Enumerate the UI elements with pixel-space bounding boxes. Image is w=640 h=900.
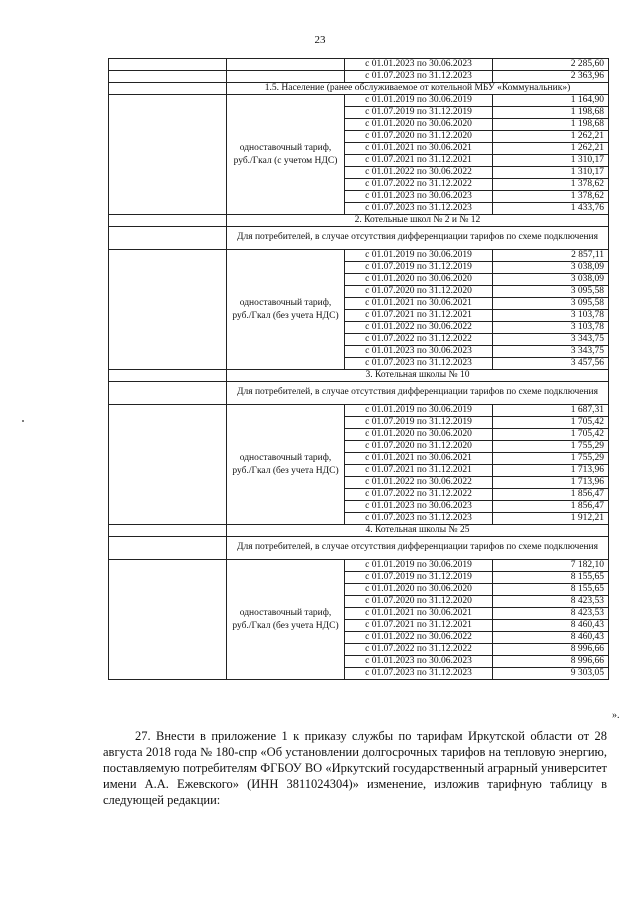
period-cell: с 01.01.2021 по 30.06.2021 (345, 453, 493, 465)
value-cell: 3 103,78 (493, 322, 609, 334)
value-cell: 3 343,75 (493, 346, 609, 358)
period-cell: с 01.07.2022 по 31.12.2022 (345, 179, 493, 191)
section-heading-row (109, 83, 609, 95)
period-cell: с 01.01.2023 по 30.06.2023 (345, 501, 493, 513)
section-subheading-row (109, 382, 609, 405)
blank-cell (109, 83, 227, 95)
blank-cell (109, 405, 227, 525)
tariff-type-label: одноставочный тариф, руб./Гкал (без учета НДС) (227, 250, 345, 370)
section-subheading-row (109, 227, 609, 250)
value-cell: 1 705,42 (493, 429, 609, 441)
period-cell: с 01.07.2023 по 31.12.2023 (345, 358, 493, 370)
value-cell: 8 996,66 (493, 656, 609, 668)
period-cell: с 01.07.2022 по 31.12.2022 (345, 489, 493, 501)
value-cell: 1 713,96 (493, 465, 609, 477)
period-cell: с 01.01.2021 по 30.06.2021 (345, 608, 493, 620)
table-row (109, 71, 609, 83)
period-cell: с 01.07.2023 по 31.12.2023 (345, 513, 493, 525)
section-heading: 3. Котельная школы № 10 (227, 370, 609, 382)
period-cell: с 01.01.2022 по 30.06.2022 (345, 322, 493, 334)
value-cell: 1 262,21 (493, 131, 609, 143)
table-row (109, 405, 609, 417)
period-cell: с 01.07.2020 по 31.12.2020 (345, 286, 493, 298)
page-number: 23 (314, 34, 326, 46)
period-cell: с 01.07.2019 по 31.12.2019 (345, 417, 493, 429)
period-cell: с 01.07.2020 по 31.12.2020 (345, 596, 493, 608)
tariff-type-label: одноставочный тариф, руб./Гкал (без учета НДС) (227, 405, 345, 525)
blank-cell (227, 71, 345, 83)
value-cell: 1 755,29 (493, 441, 609, 453)
value-cell: 2 363,96 (493, 71, 609, 83)
value-cell: 1 713,96 (493, 477, 609, 489)
blank-cell (109, 95, 227, 215)
blank-cell (109, 537, 227, 560)
blank-cell (109, 370, 227, 382)
period-cell: с 01.01.2019 по 30.06.2019 (345, 405, 493, 417)
value-cell: 3 095,58 (493, 298, 609, 310)
blank-cell (109, 59, 227, 71)
section-heading: 2. Котельные школ № 2 и № 12 (227, 215, 609, 227)
value-cell: 8 155,65 (493, 572, 609, 584)
period-cell: с 01.01.2020 по 30.06.2020 (345, 429, 493, 441)
table-row (109, 95, 609, 107)
value-cell: 3 103,78 (493, 310, 609, 322)
period-cell: с 01.07.2020 по 31.12.2020 (345, 441, 493, 453)
period-cell: с 01.01.2019 по 30.06.2019 (345, 95, 493, 107)
period-cell: с 01.07.2021 по 31.12.2021 (345, 310, 493, 322)
value-cell: 1 856,47 (493, 489, 609, 501)
section-heading-row (109, 370, 609, 382)
period-cell: с 01.07.2022 по 31.12.2022 (345, 334, 493, 346)
period-cell: с 01.01.2020 по 30.06.2020 (345, 584, 493, 596)
period-cell: с 01.01.2021 по 30.06.2021 (345, 143, 493, 155)
value-cell: 9 303,05 (493, 668, 609, 680)
value-cell: 3 343,75 (493, 334, 609, 346)
period-cell: с 01.07.2023 по 31.12.2023 (345, 668, 493, 680)
value-cell: 1 198,68 (493, 119, 609, 131)
value-cell: 1 164,90 (493, 95, 609, 107)
value-cell: 2 857,11 (493, 250, 609, 262)
value-cell: 2 285,60 (493, 59, 609, 71)
blank-cell (109, 560, 227, 680)
blank-cell (109, 250, 227, 370)
tariff-table-body (109, 59, 609, 680)
value-cell: 1 912,21 (493, 513, 609, 525)
value-cell: 1 687,31 (493, 405, 609, 417)
value-cell: 8 460,43 (493, 620, 609, 632)
blank-cell (109, 382, 227, 405)
value-cell: 3 095,58 (493, 286, 609, 298)
period-cell: с 01.07.2019 по 31.12.2019 (345, 572, 493, 584)
section-subheading: Для потребителей, в случае отсутствия дифференциации тарифов по схеме подключения (227, 382, 609, 405)
value-cell: 1 198,68 (493, 107, 609, 119)
value-cell: 1 262,21 (493, 143, 609, 155)
period-cell: с 01.01.2023 по 30.06.2023 (345, 656, 493, 668)
margin-speck (22, 420, 24, 422)
value-cell: 1 705,42 (493, 417, 609, 429)
value-cell: 8 155,65 (493, 584, 609, 596)
table-row (109, 250, 609, 262)
value-cell: 1 310,17 (493, 155, 609, 167)
period-cell: с 01.07.2023 по 31.12.2023 (345, 71, 493, 83)
tariff-table (108, 58, 609, 680)
period-cell: с 01.01.2020 по 30.06.2020 (345, 119, 493, 131)
value-cell: 1 378,62 (493, 191, 609, 203)
period-cell: с 01.01.2019 по 30.06.2019 (345, 250, 493, 262)
period-cell: с 01.01.2023 по 30.06.2023 (345, 191, 493, 203)
period-cell: с 01.07.2019 по 31.12.2019 (345, 262, 493, 274)
period-cell: с 01.01.2023 по 30.06.2023 (345, 346, 493, 358)
period-cell: с 01.07.2021 по 31.12.2021 (345, 620, 493, 632)
period-cell: с 01.07.2023 по 31.12.2023 (345, 203, 493, 215)
period-cell: с 01.01.2022 по 30.06.2022 (345, 632, 493, 644)
value-cell: 1 378,62 (493, 179, 609, 191)
amendment-paragraph: 27. Внести в приложение 1 к приказу службы по тарифам Иркутской области от 28 августа 2018 года № 180-спр «Об установлении долгосрочных тарифов на тепловую энергию, поставляемую потребителям ФГБОУ ВО «Иркутский государственный аграрный университет имени А.А. Ежевского» (ИНН 3811024304)» изменение, изложив тарифную таблицу в следующей редакции: (103, 729, 607, 807)
section-subheading: Для потребителей, в случае отсутствия дифференциации тарифов по схеме подключения (227, 227, 609, 250)
section-heading: 4. Котельная школы № 25 (227, 525, 609, 537)
value-cell: 3 038,09 (493, 274, 609, 286)
period-cell: с 01.01.2019 по 30.06.2019 (345, 560, 493, 572)
period-cell: с 01.07.2021 по 31.12.2021 (345, 465, 493, 477)
period-cell: с 01.07.2022 по 31.12.2022 (345, 644, 493, 656)
period-cell: с 01.07.2021 по 31.12.2021 (345, 155, 493, 167)
blank-cell (109, 71, 227, 83)
section-subheading: Для потребителей, в случае отсутствия дифференциации тарифов по схеме подключения (227, 537, 609, 560)
blank-cell (109, 227, 227, 250)
period-cell: с 01.01.2020 по 30.06.2020 (345, 274, 493, 286)
section-subheading-row (109, 537, 609, 560)
value-cell: 1 856,47 (493, 501, 609, 513)
section-heading: 1.5. Население (ранее обслуживаемое от котельной МБУ «Коммунальник») (227, 83, 609, 95)
period-cell: с 01.07.2019 по 31.12.2019 (345, 107, 493, 119)
blank-cell (227, 59, 345, 71)
section-heading-row (109, 215, 609, 227)
value-cell: 8 460,43 (493, 632, 609, 644)
value-cell: 1 755,29 (493, 453, 609, 465)
period-cell: с 01.01.2023 по 30.06.2023 (345, 59, 493, 71)
value-cell: 3 457,56 (493, 358, 609, 370)
table-row (109, 59, 609, 71)
tariff-type-label: одноставочный тариф, руб./Гкал (без учета НДС) (227, 560, 345, 680)
table-row (109, 560, 609, 572)
closing-quote: ». (612, 710, 620, 721)
value-cell: 1 433,76 (493, 203, 609, 215)
blank-cell (109, 525, 227, 537)
period-cell: с 01.01.2021 по 30.06.2021 (345, 298, 493, 310)
blank-cell (109, 215, 227, 227)
period-cell: с 01.07.2020 по 31.12.2020 (345, 131, 493, 143)
period-cell: с 01.01.2022 по 30.06.2022 (345, 167, 493, 179)
value-cell: 7 182,10 (493, 560, 609, 572)
section-heading-row (109, 525, 609, 537)
tariff-type-label: одноставочный тариф, руб./Гкал (с учетом НДС) (227, 95, 345, 215)
value-cell: 8 423,53 (493, 596, 609, 608)
value-cell: 8 996,66 (493, 644, 609, 656)
value-cell: 3 038,09 (493, 262, 609, 274)
value-cell: 1 310,17 (493, 167, 609, 179)
value-cell: 8 423,53 (493, 608, 609, 620)
period-cell: с 01.01.2022 по 30.06.2022 (345, 477, 493, 489)
